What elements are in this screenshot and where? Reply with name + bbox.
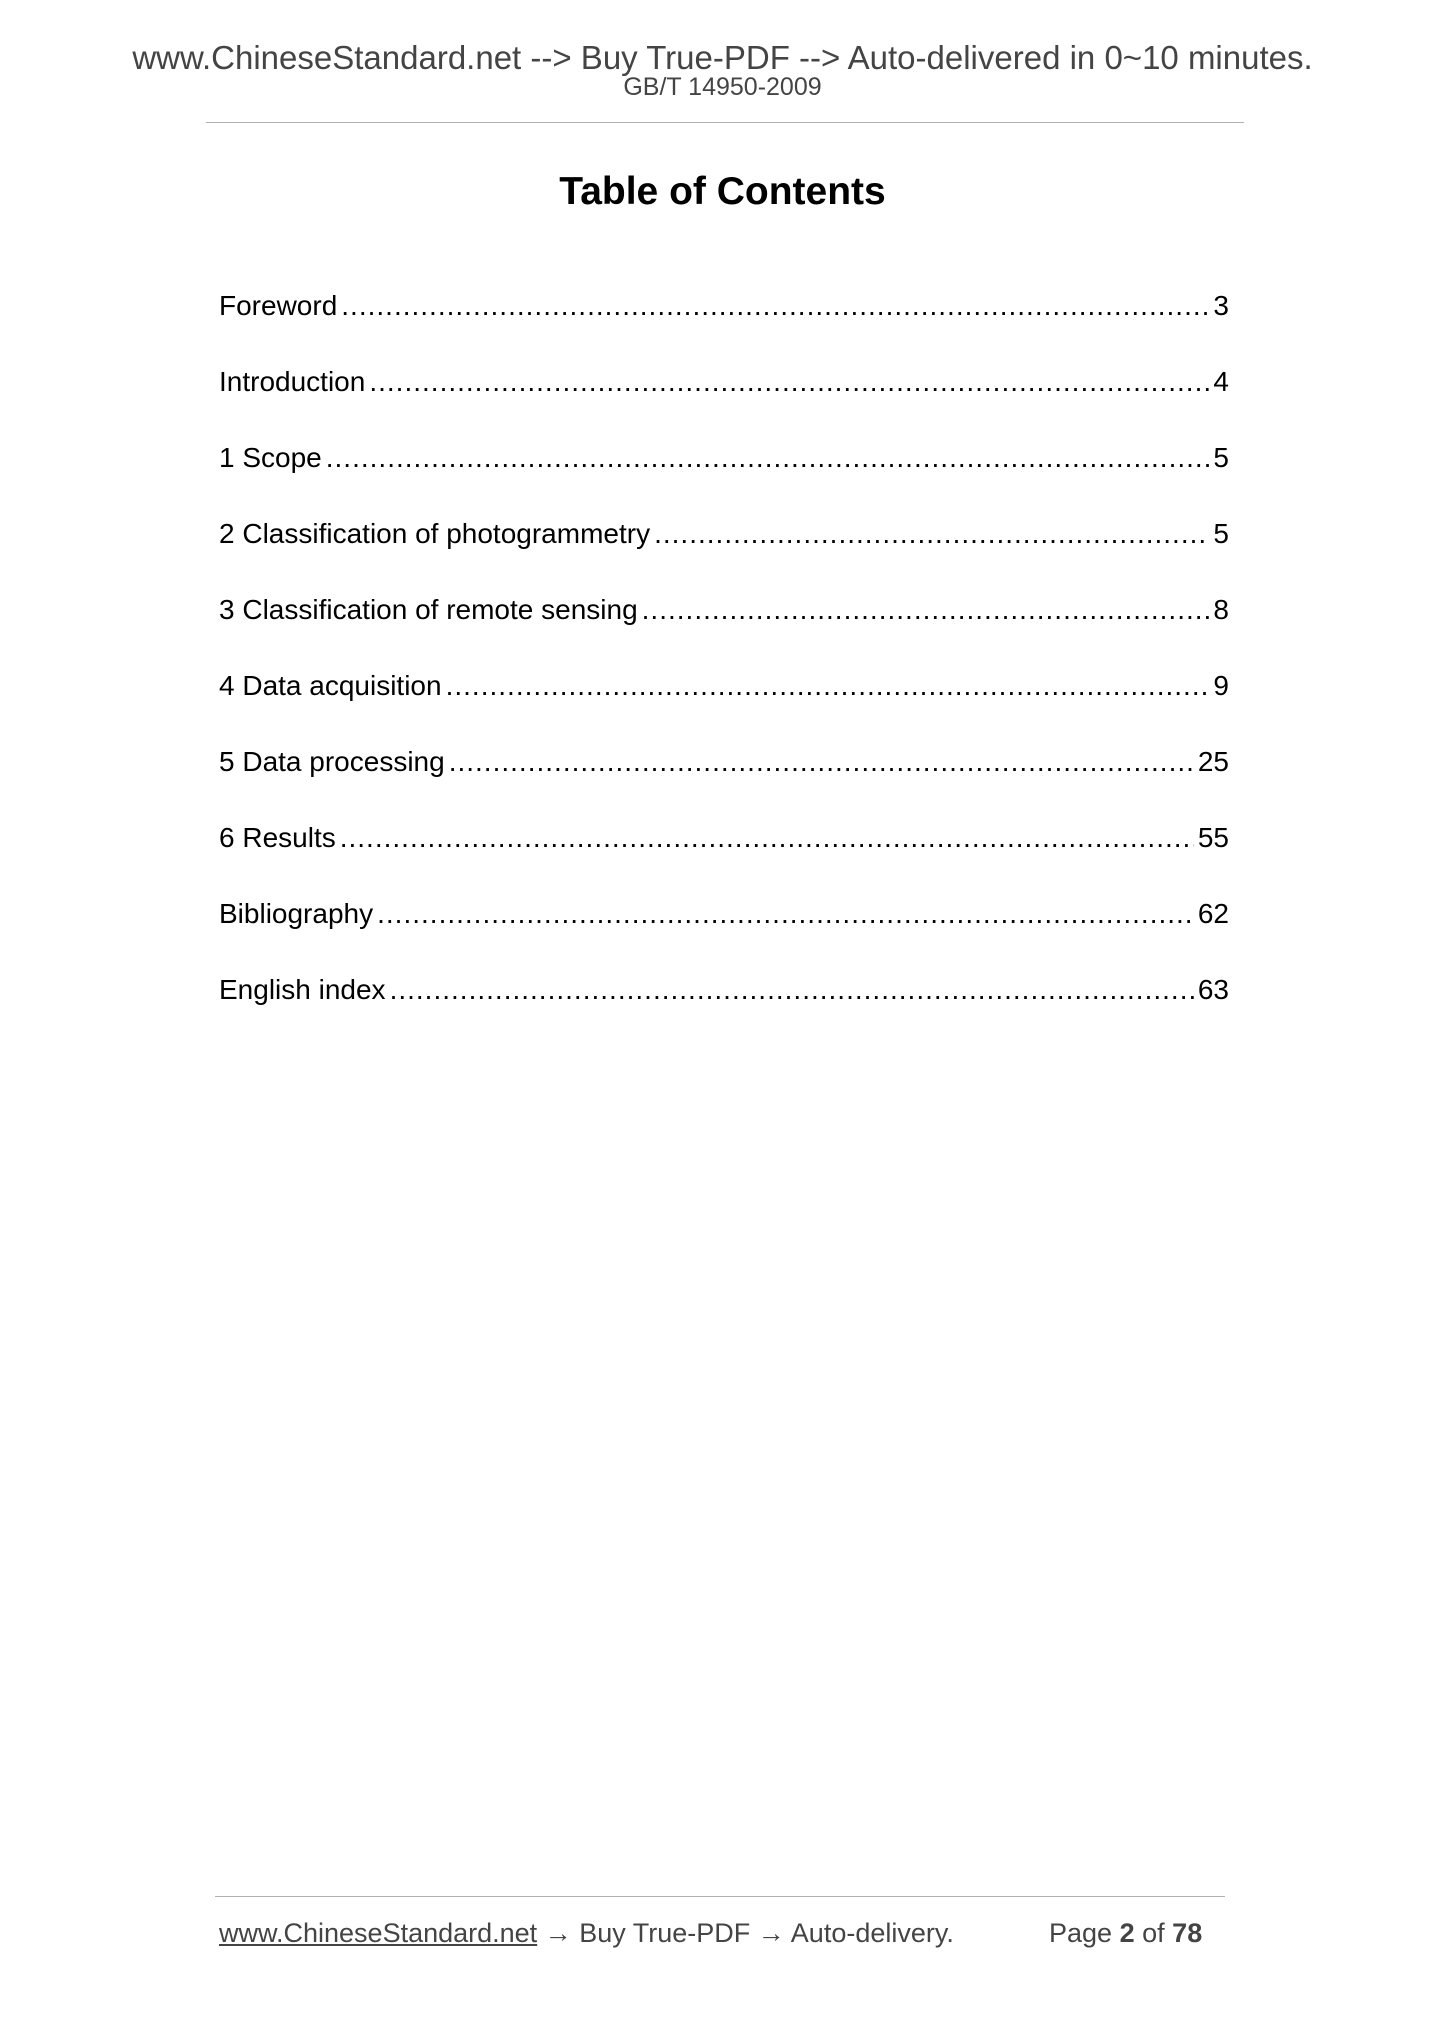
page-label: Page (1049, 1918, 1113, 1948)
toc-entry-classification-photogrammetry[interactable] (219, 514, 1229, 590)
toc-entry-classification-remote-sensing[interactable] (219, 590, 1229, 666)
top-banner: www.ChineseStandard.net --> Buy True-PDF --> Auto-delivered in 0~10 minutes. (132, 39, 1313, 76)
toc-entry-scope[interactable] (219, 438, 1229, 514)
toc-entry-label: Foreword (219, 290, 338, 321)
toc-entry-english-index[interactable] (219, 970, 1229, 1046)
toc-entry-label: 1 Scope (219, 442, 322, 473)
toc-dot-leader (326, 438, 1210, 478)
footer-buy-text: Buy True-PDF (579, 1918, 751, 1948)
toc-dot-leader (446, 666, 1210, 706)
toc-entry-page: 5 (1213, 442, 1229, 473)
toc-entry-label: 3 Classification of remote sensing (219, 594, 638, 625)
toc-entry-label: 4 Data acquisition (219, 670, 442, 701)
total-pages: 78 (1172, 1918, 1203, 1948)
toc-dot-leader (654, 514, 1209, 554)
toc-dot-leader (341, 286, 1209, 326)
toc-dot-leader (369, 362, 1209, 402)
toc-entry-page: 5 (1213, 518, 1229, 549)
arrow-right-icon: → (544, 1918, 572, 1948)
footer-promo (219, 1916, 954, 1950)
arrow-right-icon: → (757, 1918, 785, 1948)
toc-entry-label: 2 Classification of photogrammetry (219, 518, 651, 549)
toc-entry-page: 55 (1197, 822, 1229, 853)
toc-title: Table of Contents (559, 170, 886, 213)
toc-entry-introduction[interactable] (219, 362, 1229, 438)
footer-delivery-text: Auto-delivery. (790, 1918, 954, 1948)
toc-entry-label: 5 Data processing (219, 746, 445, 777)
footer-divider (215, 1896, 1225, 1897)
toc-entry-page: 3 (1213, 290, 1229, 321)
toc-entry-label: English index (219, 974, 386, 1005)
toc-entry-data-processing[interactable] (219, 742, 1229, 818)
toc-dot-leader (340, 818, 1194, 858)
footer-site-link[interactable]: www.ChineseStandard.net (219, 1918, 538, 1948)
toc-entry-page: 25 (1197, 746, 1229, 777)
of-label: of (1142, 1918, 1165, 1948)
toc-entry-page: 4 (1213, 366, 1229, 397)
toc-entry-data-acquisition[interactable] (219, 666, 1229, 742)
toc-entry-page: 8 (1213, 594, 1229, 625)
toc-entry-results[interactable] (219, 818, 1229, 894)
toc-dot-leader (642, 590, 1210, 630)
toc-entry-label: Introduction (219, 366, 366, 397)
toc-dot-leader (449, 742, 1194, 782)
standard-code: GB/T 14950-2009 (623, 73, 822, 101)
toc-dot-leader (377, 894, 1194, 934)
toc-entry-page: 63 (1197, 974, 1229, 1005)
toc-entry-bibliography[interactable] (219, 894, 1229, 970)
toc-entry-page: 9 (1213, 670, 1229, 701)
toc-dot-leader (390, 970, 1194, 1010)
toc-entry-label: 6 Results (219, 822, 336, 853)
current-page-number: 2 (1119, 1918, 1135, 1948)
toc-list (219, 286, 1229, 1046)
toc-entry-label: Bibliography (219, 898, 374, 929)
page-indicator (1049, 1916, 1202, 1950)
toc-entry-foreword[interactable] (219, 286, 1229, 362)
header-divider (206, 122, 1244, 123)
toc-entry-page: 62 (1197, 898, 1229, 929)
